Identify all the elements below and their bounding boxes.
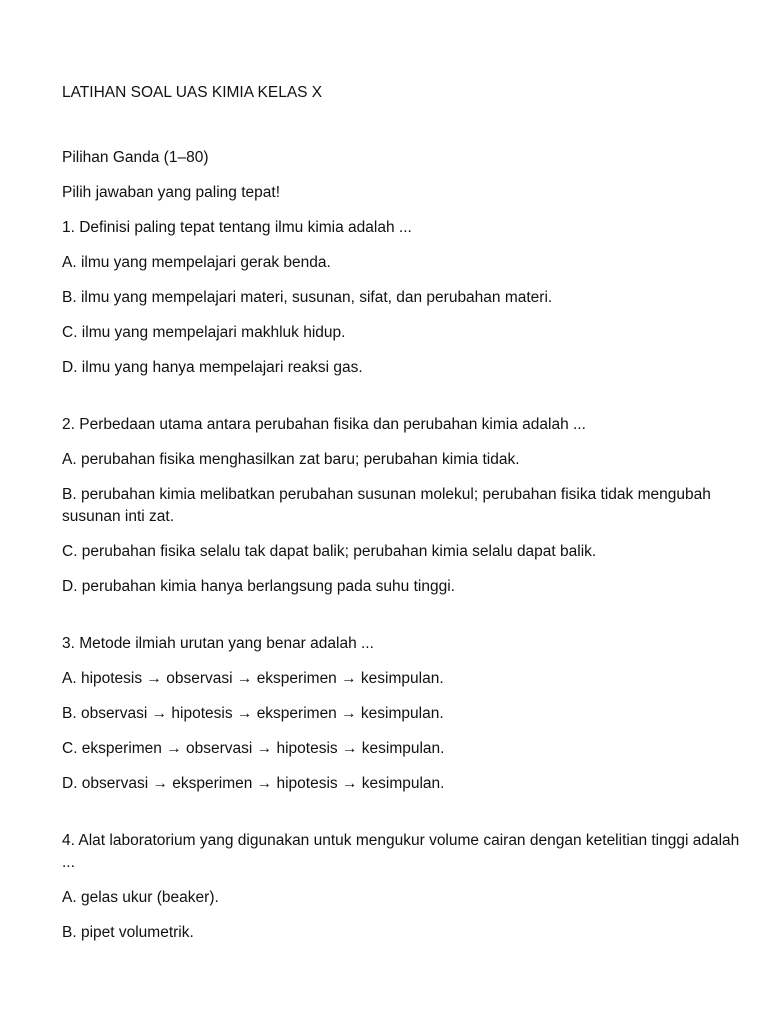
question-text: 4. Alat laboratorium yang digunakan untuk mengukur volume cairan dengan ketelitian tinggi adalah ... — [62, 832, 740, 871]
answer-option-b: B. ilmu yang mempelajari materi, susunan, sifat, dan perubahan materi. — [62, 289, 553, 306]
answer-option-c: C. ilmu yang mempelajari makhluk hidup. — [62, 324, 346, 341]
section-heading: Pilihan Ganda (1–80) — [62, 149, 209, 166]
answer-option-c: C. perubahan fisika selalu tak dapat balik; perubahan kimia selalu dapat balik. — [62, 543, 597, 560]
answer-option-b: B. perubahan kimia melibatkan perubahan susunan molekul; perubahan fisika tidak mengubah susunan inti zat. — [62, 486, 711, 525]
question-text: 1. Definisi paling tepat tentang ilmu kimia adalah ... — [62, 219, 412, 236]
answer-option-d: D. perubahan kimia hanya berlangsung pada suhu tinggi. — [62, 578, 455, 595]
answer-option-a: A. gelas ukur (beaker). — [62, 889, 219, 906]
answer-option-a: A. hipotesis → observasi → eksperimen → kesimpulan. — [62, 670, 444, 687]
question-1 — [62, 217, 752, 379]
answer-option-d: D. ilmu yang hanya mempelajari reaksi gas. — [62, 359, 363, 376]
question-4 — [62, 830, 752, 944]
question-2 — [62, 414, 752, 598]
answer-option-d: D. observasi → eksperimen → hipotesis → kesimpulan. — [62, 775, 445, 792]
document-page — [62, 82, 752, 957]
answer-option-b: B. observasi → hipotesis → eksperimen → kesimpulan. — [62, 705, 444, 722]
answer-option-c: C. eksperimen → observasi → hipotesis → kesimpulan. — [62, 740, 445, 757]
answer-option-a: A. perubahan fisika menghasilkan zat baru; perubahan kimia tidak. — [62, 451, 520, 468]
document-title: LATIHAN SOAL UAS KIMIA KELAS X — [62, 84, 323, 101]
question-3 — [62, 633, 752, 795]
answer-option-b: B. pipet volumetrik. — [62, 924, 194, 941]
instruction-text: Pilih jawaban yang paling tepat! — [62, 184, 281, 201]
answer-option-a: A. ilmu yang mempelajari gerak benda. — [62, 254, 331, 271]
question-text: 2. Perbedaan utama antara perubahan fisika dan perubahan kimia adalah ... — [62, 416, 586, 433]
question-text: 3. Metode ilmiah urutan yang benar adalah ... — [62, 635, 374, 652]
